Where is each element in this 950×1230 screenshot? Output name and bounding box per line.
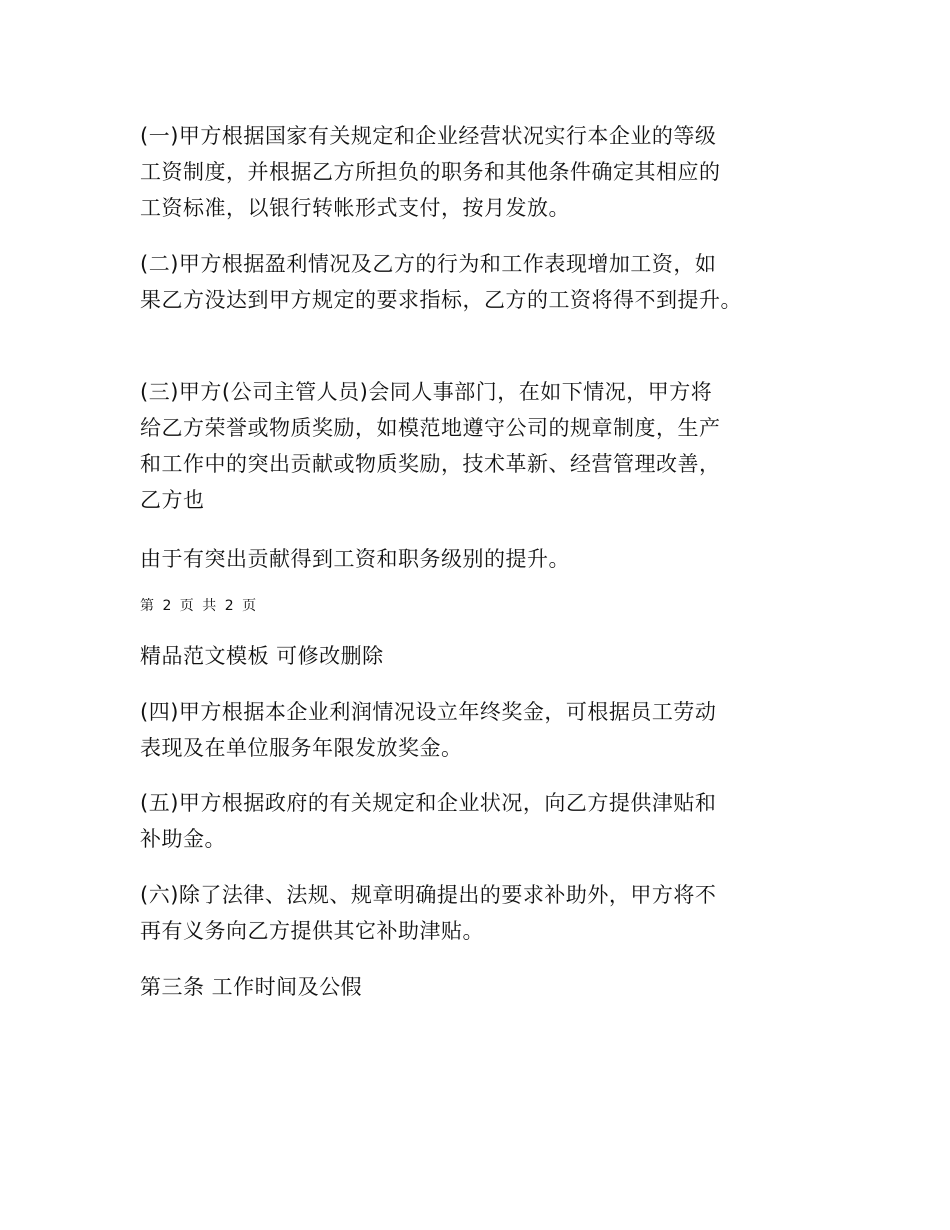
paragraph-3: (三)甲方(公司主管人员)会同人事部门，在如下情况，甲方将 给乙方荣誉或物质奖励，如模范地遵守公司的规章制度，生产 和工作中的突出贡献或物质奖励，技术革新、经营管理改善， 乙方也 (140, 380, 721, 512)
paragraph-5: (四)甲方根据本企业利润情况设立年终奖金，可根据员工劳动 表现及在单位服务年限发放奖金。 (140, 700, 717, 760)
paragraph-2: (二)甲方根据盈利情况及乙方的行为和工作表现增加工资，如 果乙方没达到甲方规定的要求指标，乙方的工资将得不到提升。 (140, 252, 742, 312)
template-note: 精品范文模板 可修改删除 (140, 644, 384, 668)
paragraph-6: (五)甲方根据政府的有关规定和企业状况，向乙方提供津贴和 补助金。 (140, 791, 717, 851)
paragraph-4: 由于有突出贡献得到工资和职务级别的提升。 (140, 547, 570, 571)
page-number-footer: 第 2 页 共 2 页 (140, 598, 259, 614)
section-heading: 第三条 工作时间及公假 (140, 975, 363, 999)
paragraph-1: (一)甲方根据国家有关规定和企业经营状况实行本企业的等级 工资制度，并根据乙方所担负的职务和其他条件确定其相应的 工资标准，以银行转帐形式支付，按月发放。 (140, 124, 721, 220)
paragraph-7: (六)除了法律、法规、规章明确提出的要求补助外，甲方将不 再有义务向乙方提供其它补助津贴。 (140, 883, 717, 943)
